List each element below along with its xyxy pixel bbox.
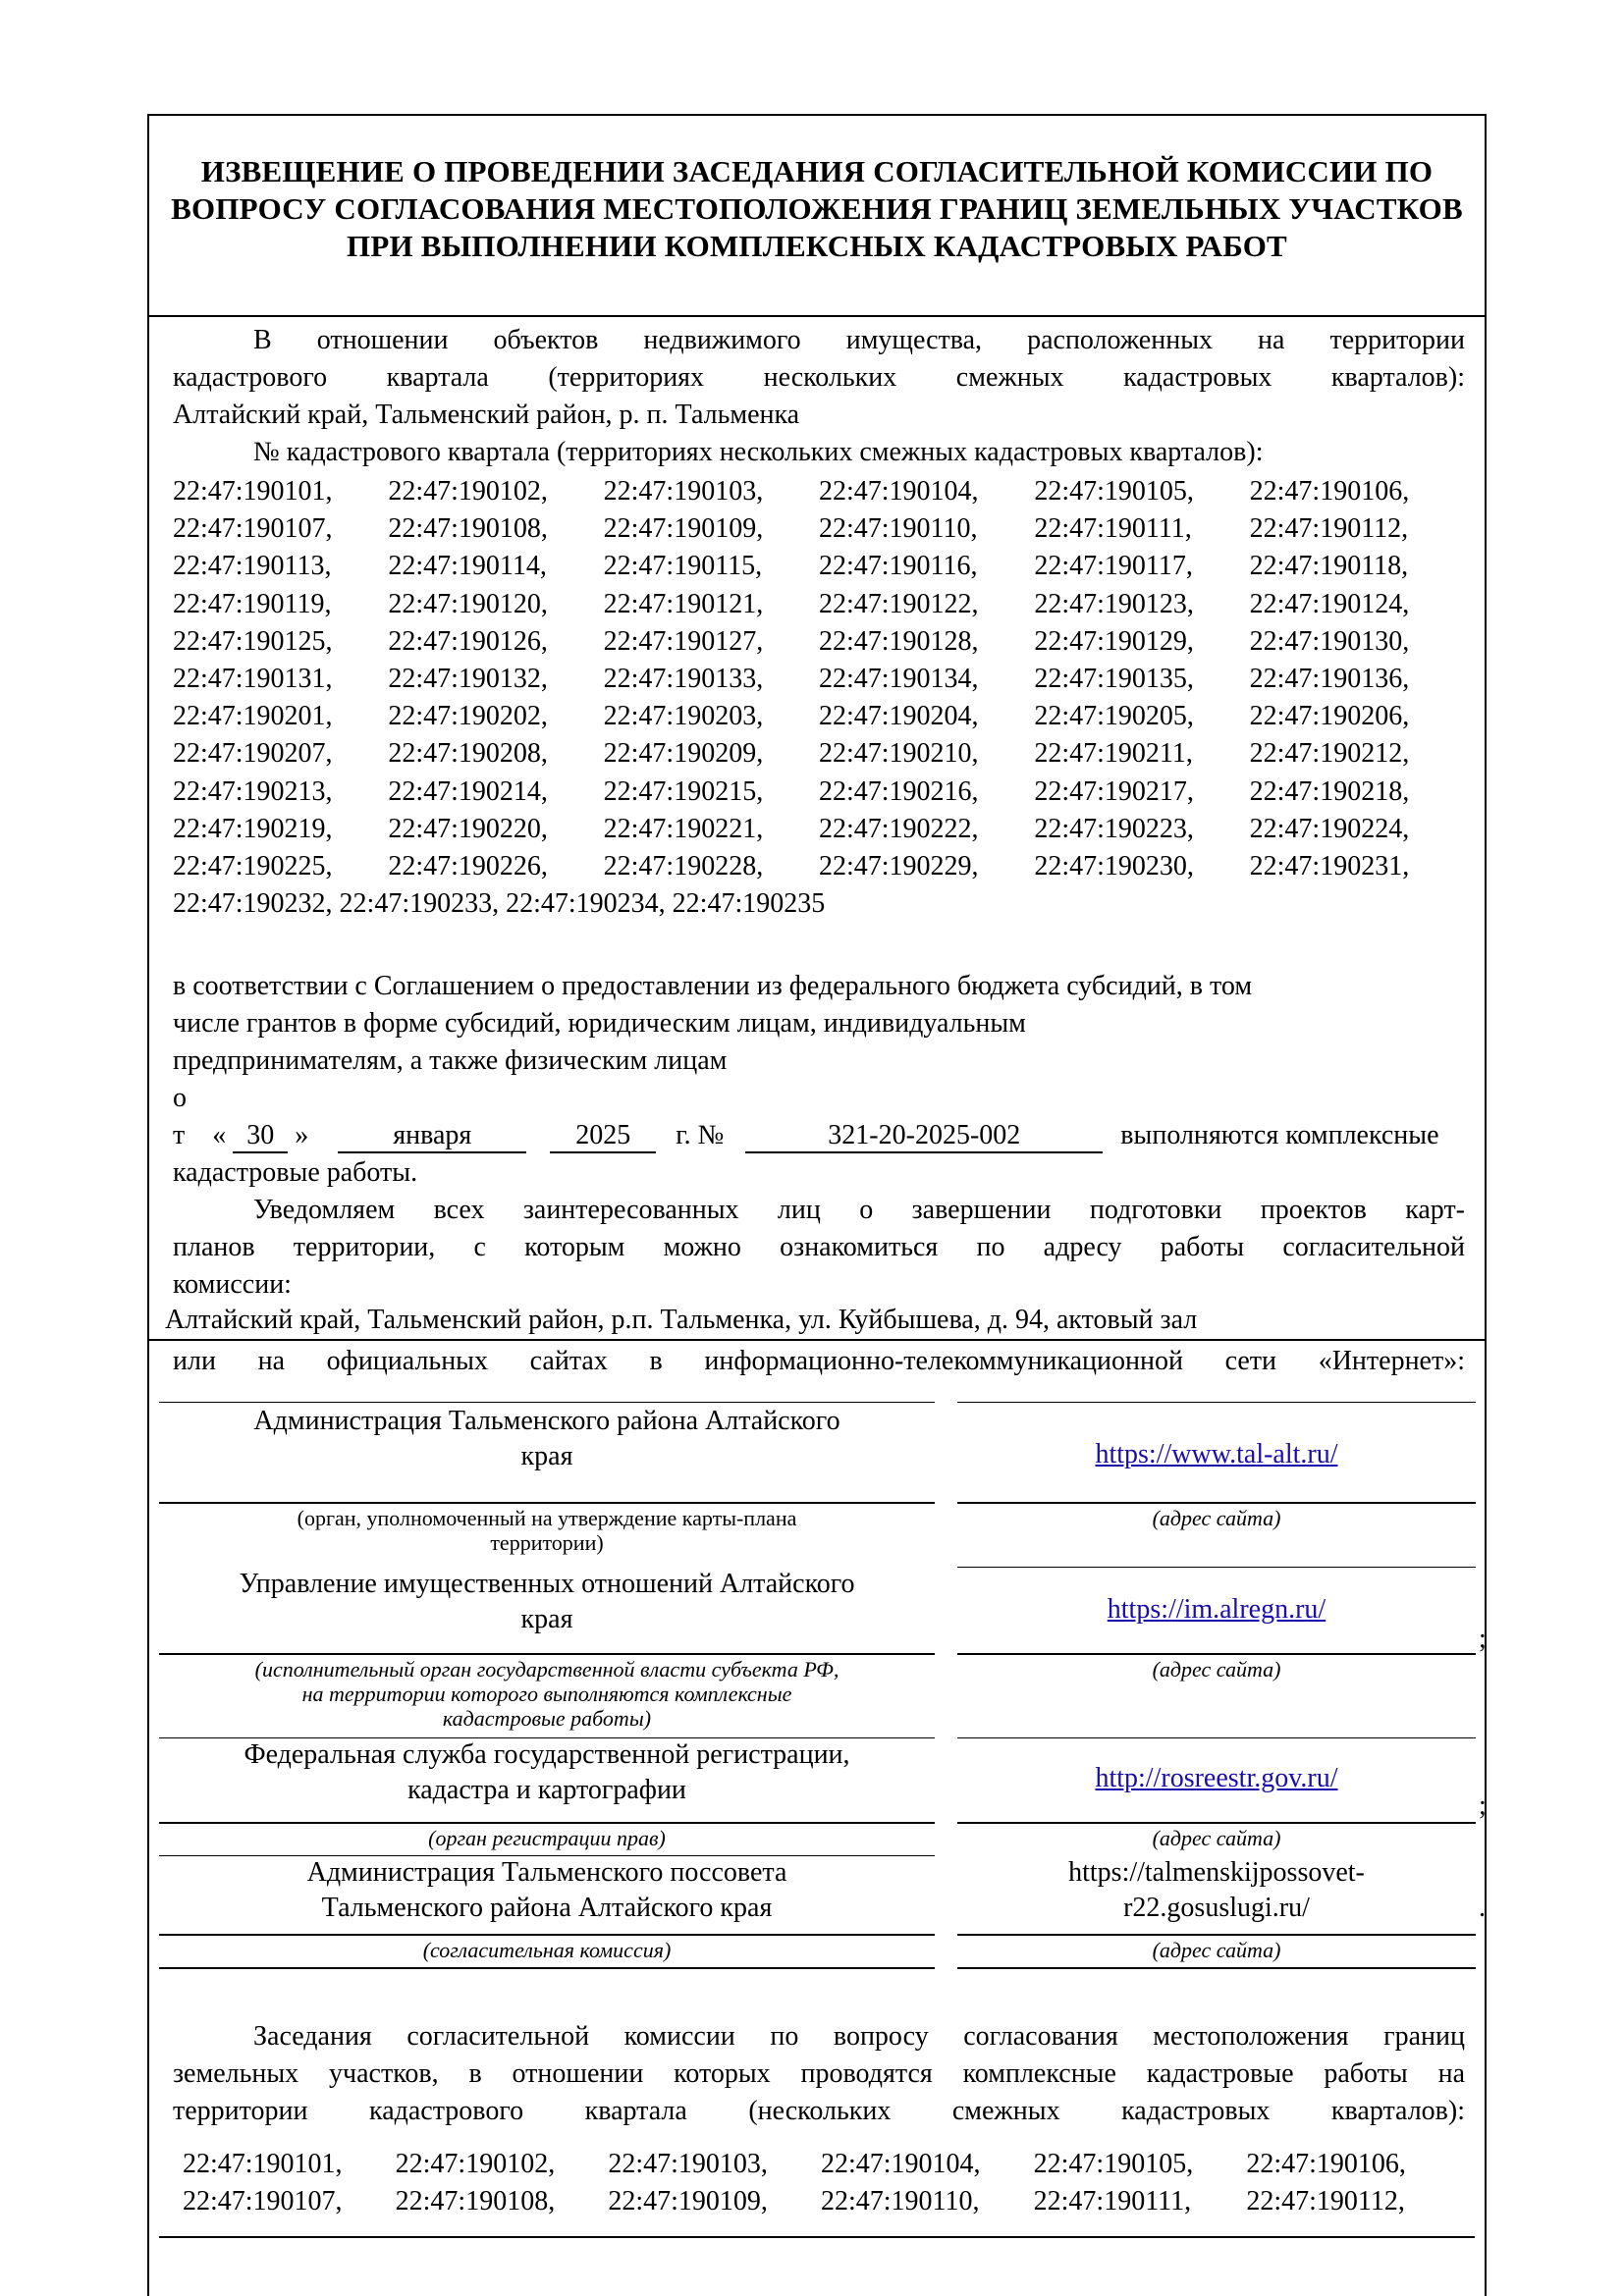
cadastral-quarter: 22:47:190119, xyxy=(173,588,332,619)
address-underline xyxy=(149,1339,1485,1341)
agreement-line-end: кадастровые работы. xyxy=(173,1157,418,1188)
cadastral-quarter: 22:47:190129, xyxy=(1034,625,1194,657)
cadastral-quarter: 22:47:190117, xyxy=(1034,551,1193,582)
org-3-rule xyxy=(159,1822,935,1824)
cadastral-quarter: 22:47:190126, xyxy=(388,625,548,657)
cadastral-quarter: 22:47:190133, xyxy=(603,664,764,695)
notice-line-2: планов территории, с которым можно ознакомиться по адресу работы согласительной xyxy=(173,1232,1465,1262)
cadastral-quarter: 22:47:190118, xyxy=(1249,551,1409,582)
cadastral-quarter: 22:47:190111, xyxy=(1034,513,1192,545)
site-2-label: (адрес сайта) xyxy=(1152,1657,1281,1682)
meetings-line-2: земельных участков, в отношении которых проводятся комплексные кадастровые работы на xyxy=(173,2058,1465,2089)
cadastral-quarter: 22:47:190224, xyxy=(1249,813,1410,844)
org-3-name: Федеральная служба государственной регистрации, кадастра и картографии xyxy=(244,1739,850,1805)
site-1-label: (адрес сайта) xyxy=(1152,1506,1281,1530)
cadastral-quarter: 22:47:190127, xyxy=(603,625,764,657)
cadastral-quarter: 22:47:190230, xyxy=(1034,851,1194,882)
cadastral-quarter: 22:47:190223, xyxy=(1034,813,1194,844)
cadastral-quarter: 22:47:190109, xyxy=(603,513,764,545)
site-2-top-rule xyxy=(957,1567,1476,1568)
org-2-name: Управление имущественных отношений Алтайского края xyxy=(239,1569,855,1634)
meeting-quarter-list xyxy=(183,2146,1459,2220)
cadastral-quarter: 22:47:190102, xyxy=(395,2149,556,2179)
org-1-rule xyxy=(159,1502,935,1504)
cadastral-quarter: 22:47:190106, xyxy=(1246,2149,1406,2179)
site-table-bottom-rule xyxy=(957,1967,1476,1969)
cadastral-quarter: 22:47:190211, xyxy=(1034,738,1193,770)
agreement-year-suffix: г. № xyxy=(676,1120,725,1150)
cadastral-quarter: 22:47:190229, xyxy=(818,851,979,882)
cadastral-quarter: 22:47:190123, xyxy=(1034,588,1194,619)
intro-address: Алтайский край, Тальменский район, р. п. Тальменка xyxy=(173,400,800,430)
meetings-line-3: территории кадастрового квартала (нескольких смежных кадастровых кварталов): xyxy=(173,2096,1465,2126)
agreement-line-2: числе грантов в форме субсидий, юридическим лицам, индивидуальным xyxy=(173,1008,1026,1039)
commission-address: Алтайский край, Тальменский район, р.п. Тальменка, ул. Куйбышева, д. 94, актовый зал xyxy=(165,1305,1198,1335)
cadastral-quarter: 22:47:190111, xyxy=(1033,2186,1192,2216)
cadastral-quarter: 22:47:190212, xyxy=(1249,738,1410,770)
cadastral-quarter: 22:47:190206, xyxy=(1249,701,1410,732)
cadastral-quarter: 22:47:190110, xyxy=(818,513,978,545)
org-1-site-link[interactable]: https://www.tal-alt.ru/ xyxy=(1095,1439,1338,1469)
org-table-bottom-rule xyxy=(159,1967,935,1969)
org-3-punct: ; xyxy=(1479,1790,1487,1821)
cadastral-quarter: 22:47:190107, xyxy=(183,2186,343,2216)
org-4-name: Администрация Тальменского поссовета Тальменского района Алтайского края xyxy=(306,1857,787,1923)
cadastral-quarter: 22:47:190225, xyxy=(173,851,333,882)
cadastral-quarter: 22:47:190108, xyxy=(395,2186,556,2216)
cadastral-quarter: 22:47:190116, xyxy=(818,551,978,582)
cadastral-quarter: 22:47:190102, xyxy=(388,476,548,507)
org-2-punct: ; xyxy=(1479,1624,1487,1654)
cadastral-quarter: 22:47:190208, xyxy=(388,738,548,770)
agreement-t: т xyxy=(173,1120,186,1150)
cadastral-quarter: 22:47:190213, xyxy=(173,775,333,807)
cadastral-quarter: 22:47:190205, xyxy=(1034,701,1194,732)
agreement-month: января xyxy=(338,1120,526,1153)
cadastral-quarter: 22:47:190107, xyxy=(173,513,333,545)
cadastral-quarter: 22:47:190226, xyxy=(388,851,548,882)
agreement-year: 2025 xyxy=(550,1120,656,1153)
cadastral-quarter: 22:47:190110, xyxy=(821,2186,980,2216)
org-3-role: (орган регистрации прав) xyxy=(428,1826,666,1850)
site-3-label: (адрес сайта) xyxy=(1152,1826,1281,1850)
intro-line-2: кадастрового квартала (территориях нескольких смежных кадастровых кварталов): xyxy=(173,362,1465,393)
agreement-day: 30 xyxy=(233,1120,288,1153)
cadastral-quarter: 22:47:190105, xyxy=(1033,2149,1194,2179)
cadastral-quarter: 22:47:190135, xyxy=(1034,664,1194,695)
page-title: ИЗВЕЩЕНИЕ О ПРОВЕДЕНИИ ЗАСЕДАНИЯ СОГЛАСИТЕЛЬНОЙ КОМИССИИ ПО ВОПРОСУ СОГЛАСОВАНИЯ МЕСТОПОЛОЖЕНИЯ ГРАНИЦ ЗЕМЕЛЬНЫХ УЧАСТКОВ ПРИ ВЫПОЛНЕНИИ КОМПЛЕКСНЫХ КАДАСТРОВЫХ РАБОТ xyxy=(171,154,1463,263)
cadastral-quarter: 22:47:190207, xyxy=(173,738,333,770)
org-1-name: Администрация Тальменского района Алтайского края xyxy=(253,1406,840,1471)
cadastral-quarter: 22:47:190217, xyxy=(1034,775,1194,807)
cadastral-quarter: 22:47:190104, xyxy=(821,2149,981,2179)
org-1-site[interactable] xyxy=(957,1437,1476,1472)
cadastral-quarter: 22:47:190112, xyxy=(1249,513,1409,545)
agreement-date-line xyxy=(173,1117,1439,1154)
cadastral-quarter: 22:47:190104, xyxy=(818,476,979,507)
site-3-top-rule xyxy=(957,1737,1476,1738)
internet-line: или на официальных сайтах в информационно-телекоммуникационной сети «Интернет»: xyxy=(173,1346,1465,1376)
cadastral-quarter: 22:47:190204, xyxy=(818,701,979,732)
cadastral-quarter: 22:47:190122, xyxy=(818,588,979,619)
site-4-label: (адрес сайта) xyxy=(1152,1938,1281,1962)
site-1-top-rule xyxy=(957,1402,1476,1403)
intro-line-1: В отношении объектов недвижимого имущества, расположенных на территории xyxy=(253,325,1465,355)
cadastral-quarter: 22:47:190131, xyxy=(173,664,333,695)
org-1-top-rule xyxy=(159,1402,935,1403)
agreement-line-1: в соответствии с Соглашением о предоставлении из федерального бюджета субсидий, в том xyxy=(173,971,1253,1001)
cadastral-quarter: 22:47:190214, xyxy=(388,775,548,807)
cadastral-quarter: 22:47:190128, xyxy=(818,625,979,657)
cadastral-quarter: 22:47:190130, xyxy=(1249,625,1410,657)
cadastral-quarter: 22:47:190108, xyxy=(388,513,548,545)
title-divider xyxy=(147,315,1487,317)
cadastral-quarter: 22:47:190209, xyxy=(603,738,764,770)
org-2-site-link[interactable]: https://im.alregn.ru/ xyxy=(1107,1594,1326,1625)
cadastral-quarter: 22:47:190101, xyxy=(173,476,333,507)
cadastral-quarter: 22:47:190222, xyxy=(818,813,979,844)
cadastral-quarter: 22:47:190103, xyxy=(608,2149,768,2179)
cadastral-quarter: 22:47:190103, xyxy=(603,476,764,507)
cadastral-quarter: 22:47:190231, xyxy=(1249,851,1410,882)
cadastral-quarter: 22:47:190109, xyxy=(608,2186,768,2216)
cadastral-quarter: 22:47:190121, xyxy=(603,588,764,619)
cadastral-quarter: 22:47:190136, xyxy=(1249,664,1410,695)
cadastral-quarter: 22:47:190132, xyxy=(388,664,548,695)
cadastral-quarter: 22:47:190120, xyxy=(388,588,548,619)
cadastral-quarter: 22:47:190112, xyxy=(1246,2186,1405,2216)
cadastral-quarter: 22:47:190216, xyxy=(818,775,979,807)
org-4-rule xyxy=(159,1934,935,1936)
quote-open: « xyxy=(212,1120,227,1150)
page-bottom-rule xyxy=(159,2236,1475,2238)
site-4-rule xyxy=(957,1934,1476,1936)
agreement-tail: выполняются комплексные xyxy=(1120,1120,1439,1150)
notice-line-1: Уведомляем всех заинтересованных лиц о завершении подготовки проектов карт- xyxy=(253,1195,1465,1225)
cadastral-quarter: 22:47:190210, xyxy=(818,738,979,770)
cadastral-quarter: 22:47:190124, xyxy=(1249,588,1410,619)
cadastral-quarter: 22:47:190220, xyxy=(388,813,548,844)
quote-close: » xyxy=(295,1120,309,1150)
agreement-number: 321-20-2025-002 xyxy=(745,1120,1103,1153)
cadastral-quarter: 22:47:190134, xyxy=(818,664,979,695)
cadastral-quarter: 22:47:190101, xyxy=(183,2149,343,2179)
cadastral-quarter: 22:47:190106, xyxy=(1249,476,1410,507)
cadastral-quarter: 22:47:190218, xyxy=(1249,775,1410,807)
cadastral-quarter: 22:47:190203, xyxy=(603,701,764,732)
agreement-o: о xyxy=(173,1083,187,1113)
org-2-rule xyxy=(159,1653,935,1655)
agreement-line-3: предпринимателям, а также физическим лицам xyxy=(173,1045,728,1076)
site-2-rule xyxy=(957,1653,1476,1655)
cadastral-quarter: 22:47:190215, xyxy=(603,775,764,807)
cadastral-quarter: 22:47:190115, xyxy=(603,551,763,582)
org-1-role: (орган, уполномоченный на утверждение карты-плана территории) xyxy=(297,1506,797,1555)
org-2-site[interactable] xyxy=(957,1592,1476,1628)
org-2-role: (исполнительный орган государственной власти субъекта РФ, на территории которого выполняются комплексные кадастровые работы) xyxy=(254,1657,839,1731)
cadastral-quarter: 22:47:190114, xyxy=(388,551,547,582)
quarter-label: № кадастрового квартала (территориях нескольких смежных кадастровых кварталов): xyxy=(253,437,1264,467)
cadastral-quarter: 22:47:190219, xyxy=(173,813,333,844)
cadastral-quarter: 22:47:190125, xyxy=(173,625,333,657)
org-4-site: https://talmenskijpossovet- r22.gosuslugi.ru/ xyxy=(1068,1857,1365,1923)
cadastral-quarter-last-line: 22:47:190232, 22:47:190233, 22:47:190234, 22:47:190235 xyxy=(173,888,826,919)
org-3-site-link[interactable]: http://rosreestr.gov.ru/ xyxy=(1095,1763,1338,1793)
site-1-rule xyxy=(957,1502,1476,1504)
cadastral-quarter: 22:47:190201, xyxy=(173,701,333,732)
org-4-punct: . xyxy=(1479,1893,1486,1923)
cadastral-quarter: 22:47:190202, xyxy=(388,701,548,732)
cadastral-quarter-list xyxy=(173,473,1465,885)
meetings-line-1: Заседания согласительной комиссии по вопросу согласования местоположения границ xyxy=(253,2021,1465,2052)
org-3-site[interactable] xyxy=(957,1761,1476,1796)
cadastral-quarter: 22:47:190113, xyxy=(173,551,332,582)
cadastral-quarter: 22:47:190221, xyxy=(603,813,764,844)
cadastral-quarter: 22:47:190228, xyxy=(603,851,764,882)
site-3-rule xyxy=(957,1822,1476,1824)
cadastral-quarter: 22:47:190105, xyxy=(1034,476,1194,507)
notice-line-3: комиссии: xyxy=(173,1269,292,1300)
org-4-role: (согласительная комиссия) xyxy=(422,1938,672,1962)
